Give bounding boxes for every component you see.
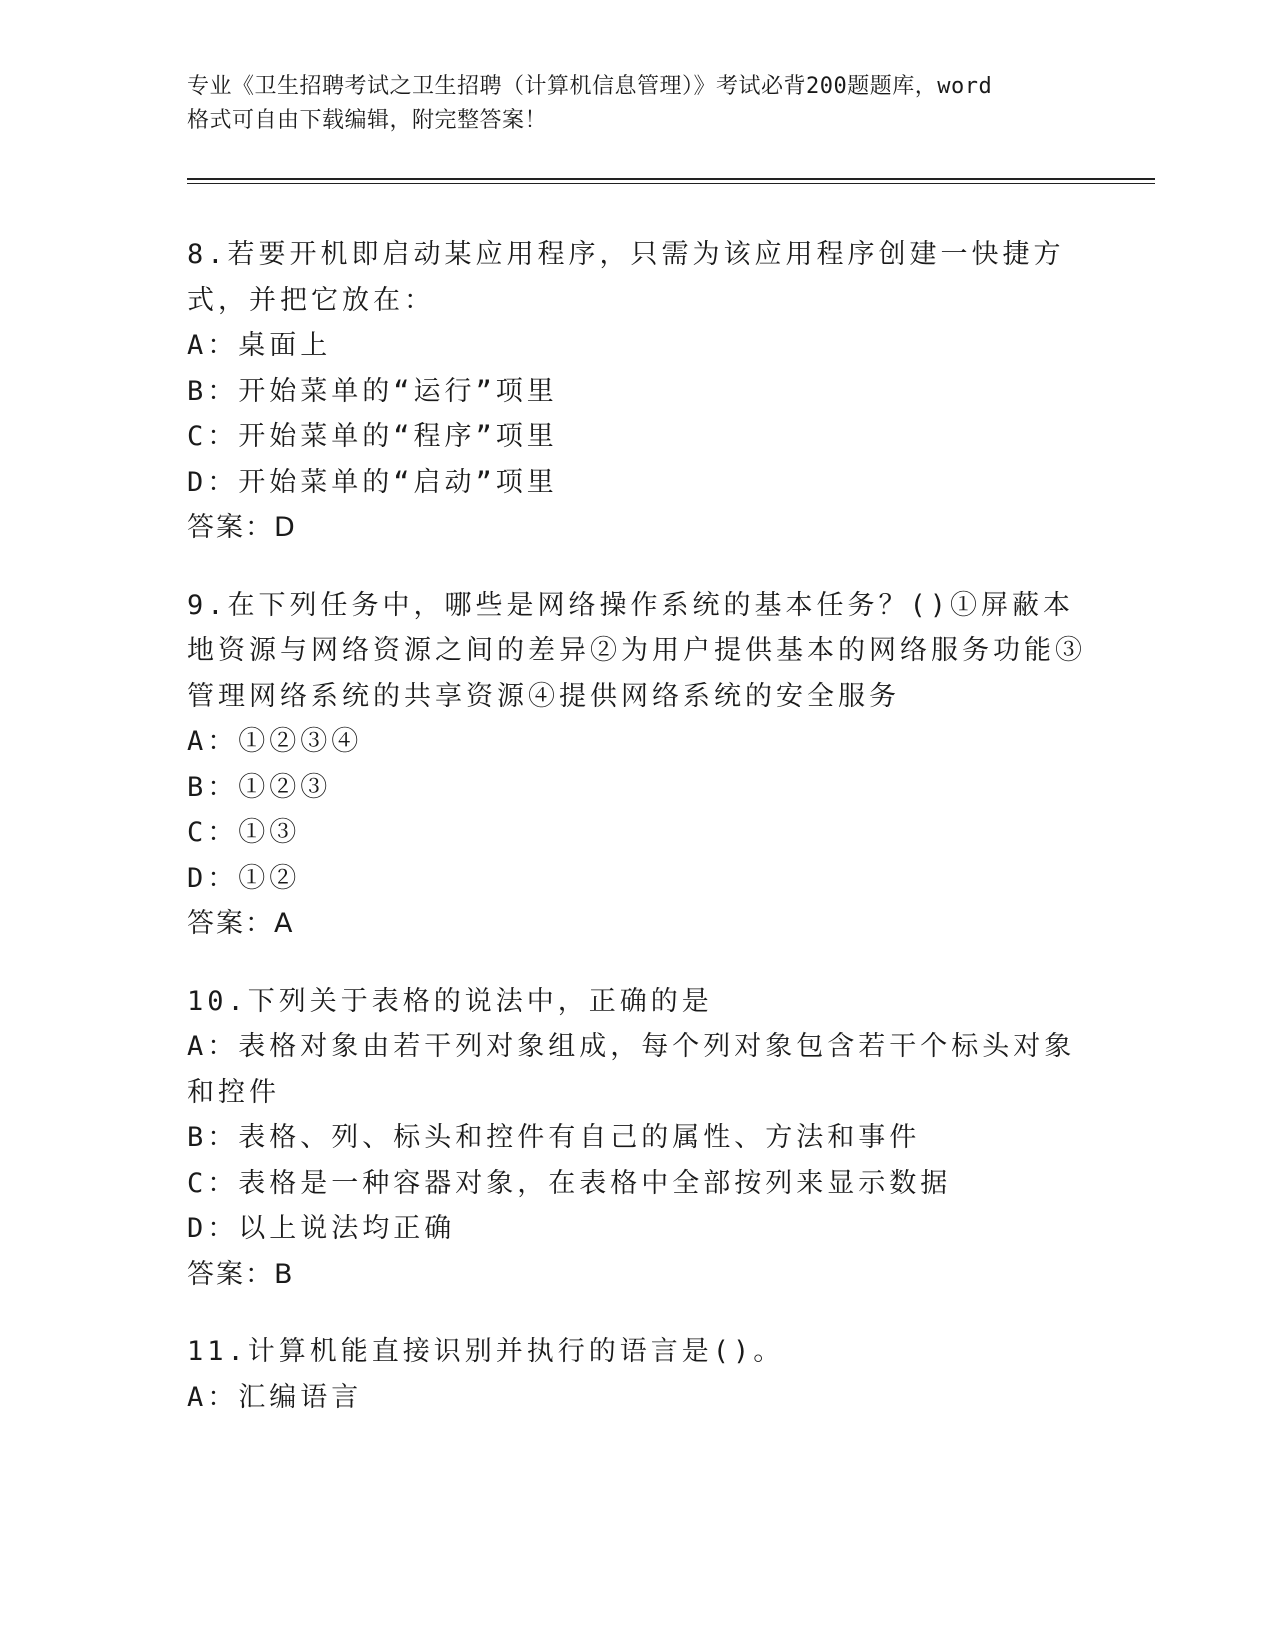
option-d: D：开始菜单的“启动”项里 (187, 466, 558, 498)
header-line-2: 格式可自由下载编辑，附完整答案！ (187, 108, 548, 133)
option-a: A：汇编语言 (187, 1381, 363, 1413)
option-c: C：①③ (187, 817, 301, 848)
option-b: B：①②③ (187, 771, 332, 803)
option-a: A：①②③④ (187, 726, 363, 757)
option-c: C：开始菜单的“程序”项里 (187, 421, 558, 452)
question-stem: 8.若要开机即启动某应用程序，只需为该应用程序创建一快捷方式，并把它放在： (187, 239, 1065, 316)
option-b: B：开始菜单的“运行”项里 (187, 375, 558, 407)
header-divider-thin (187, 183, 1155, 184)
option-a: A：表格对象由若干列对象组成，每个列对象包含若干个标头对象和控件 (187, 1031, 1076, 1108)
option-a: A：桌面上 (187, 330, 332, 361)
document-header (187, 70, 1087, 138)
question-8 (187, 232, 1087, 551)
header-line-1: 专业《卫生招聘考试之卫生招聘（计算机信息管理）》考试必背200题题库，word (187, 74, 993, 99)
question-9 (187, 583, 1087, 947)
question-10 (187, 979, 1087, 1298)
answer: 答案：D (187, 512, 297, 543)
option-c: C：表格是一种容器对象，在表格中全部按列来显示数据 (187, 1167, 952, 1199)
option-b: B：表格、列、标头和控件有自己的属性、方法和事件 (187, 1122, 921, 1153)
question-11 (187, 1329, 1087, 1420)
header-divider (187, 178, 1155, 180)
question-stem: 11.计算机能直接识别并执行的语言是()。 (187, 1336, 785, 1367)
question-list (187, 232, 1087, 1452)
question-stem: 9.在下列任务中，哪些是网络操作系统的基本任务？()①屏蔽本地资源与网络资源之间的差异②为用户提供基本的网络服务功能③管理网络系统的共享资源④提供网络系统的安全服务 (187, 589, 1086, 712)
option-d: D：以上说法均正确 (187, 1213, 456, 1244)
answer: 答案：A (187, 908, 295, 939)
question-stem: 10.下列关于表格的说法中，正确的是 (187, 985, 713, 1017)
answer: 答案：B (187, 1258, 295, 1290)
option-d: D：①② (187, 862, 301, 894)
